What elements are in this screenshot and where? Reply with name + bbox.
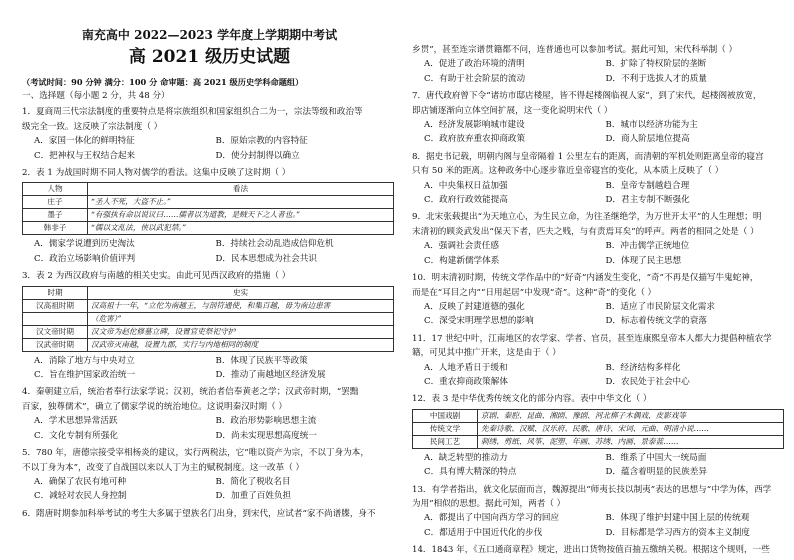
question-options — [412, 361, 787, 390]
question — [412, 392, 787, 479]
option: A．反映了封建道德的强化 — [424, 301, 525, 312]
option: C．都适用于中国近代化的步伐 — [424, 527, 543, 538]
table-cell: 韩非子 — [23, 222, 88, 235]
question-table — [22, 182, 394, 235]
option: B．体现了民族平等政策 — [215, 355, 308, 366]
option: C．政府放弃重农抑商政策 — [424, 134, 526, 145]
table-cell: “有强执有命以说议曰……儒者以为道教，是贼天下之人者也。” — [88, 209, 394, 222]
option: A．中央集权日益加强 — [424, 180, 508, 191]
section-heading: 一、选择题（每小题 2 分，共 48 分） — [22, 91, 170, 101]
table-cell: 庄子 — [23, 196, 88, 209]
option: B．维系了中国大一统局面 — [605, 452, 707, 463]
table-cell: “圣人不死，大盗不止。” — [88, 196, 394, 209]
question-table — [22, 286, 394, 352]
option: D．不利于选拔人才的质量 — [605, 73, 707, 84]
option: A．儒家学说遭到历史淘汰 — [34, 239, 135, 250]
table-row — [413, 409, 784, 422]
option: A．学术思想异常活跃 — [34, 416, 118, 427]
table-cell: 汉高祖时期 — [23, 299, 88, 312]
table-cell: 中国戏剧 — [413, 409, 478, 422]
table-row — [23, 312, 394, 325]
question-options — [22, 134, 397, 163]
question-options — [412, 511, 787, 540]
question-options — [22, 414, 397, 443]
question-stem: 11．17 世纪中叶，江南地区的农学家、学者、官员，甚至连康熙皇帝本人都大力提倡种植农学 — [412, 333, 772, 344]
question-stem: 而是在“耳目之内”“日用起居”中发现“奇”。这种“奇”的变化（ ） — [412, 287, 657, 298]
left-column — [22, 0, 397, 560]
table-header-cell: 史实 — [88, 286, 394, 299]
option: C．具有博大精深的特点 — [424, 467, 517, 478]
question — [412, 43, 787, 86]
table-cell — [23, 312, 88, 325]
option: D．使分封制得以确立 — [215, 150, 300, 161]
option: B．适应了市民阶层文化需求 — [605, 301, 715, 312]
table-cell: （危害）” — [88, 312, 394, 325]
question-stem: 级完全一致。这反映了宗法制度（ ） — [22, 121, 163, 132]
question-stem: 百家，独尊儒术”，确立了儒家学说的统治地位。这说明秦汉时期（ ） — [22, 401, 287, 412]
table-row — [23, 209, 394, 222]
question-stem: 即店铺逐渐向立体空间扩展，这一变化说明宋代（ ） — [412, 105, 613, 116]
option: D．君主专制不断强化 — [605, 195, 690, 206]
option: D．民本思想成为社会共识 — [215, 253, 317, 264]
school-name: 南充高中 2022—2023 学年度上学期期中考试 — [81, 28, 338, 42]
option: A．经济发展影响城市建设 — [424, 120, 525, 131]
option: D．加重了百姓负担 — [215, 491, 292, 502]
question — [412, 89, 787, 147]
question-stem: 14．1843 年，《五口通商章程》规定，进出口货物按值百抽五缴纳关税。根据这个规则，一些 — [412, 545, 770, 556]
option: C．深受宋明理学思想的影响 — [424, 316, 534, 327]
question — [412, 483, 787, 541]
table-row — [413, 435, 784, 448]
table-header-cell: 看法 — [88, 183, 394, 196]
question — [22, 269, 397, 382]
question-stem: 8．据史书记载，明朝内阁与皇帝隔着 1 公里左右的距离，而清朝的军机处则距离皇帝的寝宫 — [412, 151, 764, 162]
option: A．促进了政治环境的清明 — [424, 59, 525, 70]
question-table — [412, 409, 784, 449]
option: D．标志着传统文学的衰落 — [605, 316, 707, 327]
table-cell: 汉文帝为赵佗修墓立碑，设置官吏祭祀守护 — [88, 325, 394, 338]
table-cell: 汉武帝灭南越，设置九郡，实行与内地相同的制度 — [88, 338, 394, 351]
question-options — [412, 239, 787, 268]
table-row — [23, 325, 394, 338]
question — [22, 507, 397, 521]
table-row — [23, 299, 394, 312]
question-options — [22, 475, 397, 504]
table-cell: 先秦诗歌、汉赋、汉乐府、民歌、唐诗、宋词、元曲、明清小说…… — [478, 422, 784, 435]
question-options — [412, 300, 787, 329]
question-list — [22, 105, 397, 521]
table-header-cell: 人物 — [23, 183, 88, 196]
option: B．皇帝专制越趋合理 — [605, 180, 690, 191]
option: C．政府行政效能提高 — [424, 195, 508, 206]
option: C．把神权与王权结合起来 — [34, 150, 136, 161]
question — [412, 150, 787, 208]
option: B．冲击儒学正统地位 — [605, 241, 690, 252]
option: D．农民处于社会中心 — [605, 376, 690, 387]
question-options — [412, 118, 787, 147]
option: D．商人阶层地位提高 — [605, 134, 690, 145]
question-stem: 3．表 2 为西汉政府与南越的相关史实。由此可见西汉政府的措施（ ） — [22, 271, 291, 282]
table-cell: 汉武帝时期 — [23, 338, 88, 351]
option: B．体现了维护封建中国上层的传统观 — [605, 513, 750, 524]
question-stem: 籍，可见其中推广开来，这是由于（ ） — [412, 348, 561, 359]
question-stem: 末清初的顾炎武发出“保天下者，匹夫之贱，与有责焉耳矣”的呼声。两者的相同之处是（ ） — [412, 226, 759, 237]
question-stem: 9．北宋张载提出“为天地立心，为生民立命，为往圣继绝学，为万世开太平”的人生理想；明 — [412, 212, 762, 223]
option: A．消除了地方与中央对立 — [34, 355, 135, 366]
question — [412, 210, 787, 268]
question — [22, 446, 397, 504]
table-cell: 京剧、秦腔、昆曲、湘剧、豫剧、河北梆子木偶戏、皮影戏等 — [478, 409, 784, 422]
question-options — [22, 237, 397, 266]
question-options — [412, 57, 787, 86]
question — [412, 543, 787, 557]
question — [412, 271, 787, 329]
table-header-row — [23, 183, 394, 196]
question-stem: 1．夏商周三代宗法制度的重要特点是将宗族组织和国家组织合二为一，宗法等级和政治等 — [22, 107, 363, 118]
option: A．确保了农民有地可种 — [34, 476, 127, 487]
question-stem: 乡贯”，甚至连宗谱贯籍都不问，连普通也可以参加考试。据此可知，宋代科举制（ ） — [412, 45, 738, 55]
question-stem: 不以丁身为本”，改变了自战国以来以人丁为主的赋税制度。这一改革（ ） — [22, 462, 305, 473]
question-list — [412, 43, 787, 558]
option: C．文化专制有所强化 — [34, 430, 118, 441]
option: A．人地矛盾日于缓和 — [424, 362, 508, 373]
option: C．重农抑商政策解体 — [424, 376, 508, 387]
right-column — [412, 0, 787, 560]
question-stem: 12．表 3 是中华优秀传统文化的部分内容。表中中华文化（ ） — [412, 394, 652, 405]
option: B．简化了税收名目 — [215, 476, 291, 487]
question-stem: 只有 50 米的距离。这种政务中心逐步靠近皇帝寝宫的变化，从本质上反映了（ ） — [412, 166, 724, 177]
option: D．推动了南越地区经济发展 — [215, 370, 326, 381]
option: C．减轻对农民人身控制 — [34, 491, 127, 502]
question-stem: 7．唐代政府曾下令“诸坊市邸店楼屋，皆不得起楼阁临视人家”，到了宋代，起楼阁被放宽， — [412, 91, 762, 102]
table-row — [23, 338, 394, 351]
table-row — [23, 196, 394, 209]
table-row — [23, 222, 394, 235]
question-options — [22, 354, 397, 383]
option: A．都提出了中国向西方学习的回应 — [424, 513, 560, 524]
option: D．蕴含着明显的民族差异 — [605, 467, 707, 478]
exam-info: （考试时间：90 分钟 满分：100 分 命审题：高 2021 级历史学科命题组） — [22, 77, 304, 87]
table-cell: “儒以文乱法，侠以武犯禁。” — [88, 222, 394, 235]
option: B．持续社会动乱造成信仰危机 — [215, 239, 334, 250]
option: C．构建新儒学体系 — [424, 255, 500, 266]
option: A．缺乏转型的推动力 — [424, 452, 508, 463]
option: B．经济结构多样化 — [605, 362, 681, 373]
question-stem: 13．有学者指出，就文化层面而言，魏源提出“师夷长技以制夷”表达的思想与“中学为体，西学 — [412, 484, 772, 495]
question — [412, 332, 787, 390]
question — [22, 105, 397, 163]
option: A．强调社会责任感 — [424, 241, 499, 252]
option: C．有助于社会阶层的流动 — [424, 73, 526, 84]
table-cell: 民间工艺 — [413, 435, 478, 448]
question — [22, 385, 397, 443]
table-cell: 汉高祖十一年，“立佗为南越王，与剖符通使，和集百越，毋为南边患害 — [88, 299, 394, 312]
option: B．城市以经济功能为主 — [605, 120, 698, 131]
option: B．扩除了特权阶层的垄断 — [605, 59, 707, 70]
question-options — [412, 179, 787, 208]
option: B．原始宗教的内容特征 — [215, 136, 308, 147]
question-stem: 5．780 年，唐德宗接受宰相杨炎的建议，实行两税法，它“唯以资产为宗，不以丁身为本， — [22, 448, 369, 459]
question-stem: 6．隋唐时期参加科举考试的考生大多属于望族名门出身，到宋代，应试者“家不尚谱牒，身不 — [22, 508, 376, 519]
table-header-row — [23, 286, 394, 299]
option: A．家国一体化的鲜明特征 — [34, 136, 135, 147]
question — [22, 166, 397, 266]
option: D．目标都是学习西方的资本主义制度 — [605, 527, 750, 538]
question-options — [412, 451, 787, 480]
table-row — [413, 422, 784, 435]
option: D．尚未实现思想高度统一 — [215, 430, 317, 441]
question-stem: 4．秦朝建立后，统治者奉行法家学说；汉初，统治者信奉黄老之学；汉武帝时期，“罢黜 — [22, 387, 359, 398]
option: C．旨在维护国家政治统一 — [34, 370, 136, 381]
option: B．政治形势影响思想主流 — [215, 416, 317, 427]
question-stem: 为用”相似的思想。据此可知，两者（ ） — [412, 498, 566, 509]
table-cell: 传统文学 — [413, 422, 478, 435]
table-cell: 刺绣、剪纸、风筝、泥塑、年画、苏绣、内画、景泰蓝…… — [478, 435, 784, 448]
table-cell: 墨子 — [23, 209, 88, 222]
exam-title: 高 2021 级历史试题 — [128, 47, 291, 67]
option: C．政治立场影响价值评判 — [34, 253, 136, 264]
question-stem: 2．表 1 为战国时期不同人物对儒学的看法。这集中反映了这时期（ ） — [22, 168, 291, 179]
question-stem: 10．明末清初时期，传统文学作品中的“好奇”内涵发生变化，“奇”不再是仅描写牛鬼蛇神， — [412, 273, 759, 284]
table-header-cell: 时期 — [23, 286, 88, 299]
table-cell: 汉文帝时期 — [23, 325, 88, 338]
option: D．体现了民主思想 — [605, 255, 682, 266]
